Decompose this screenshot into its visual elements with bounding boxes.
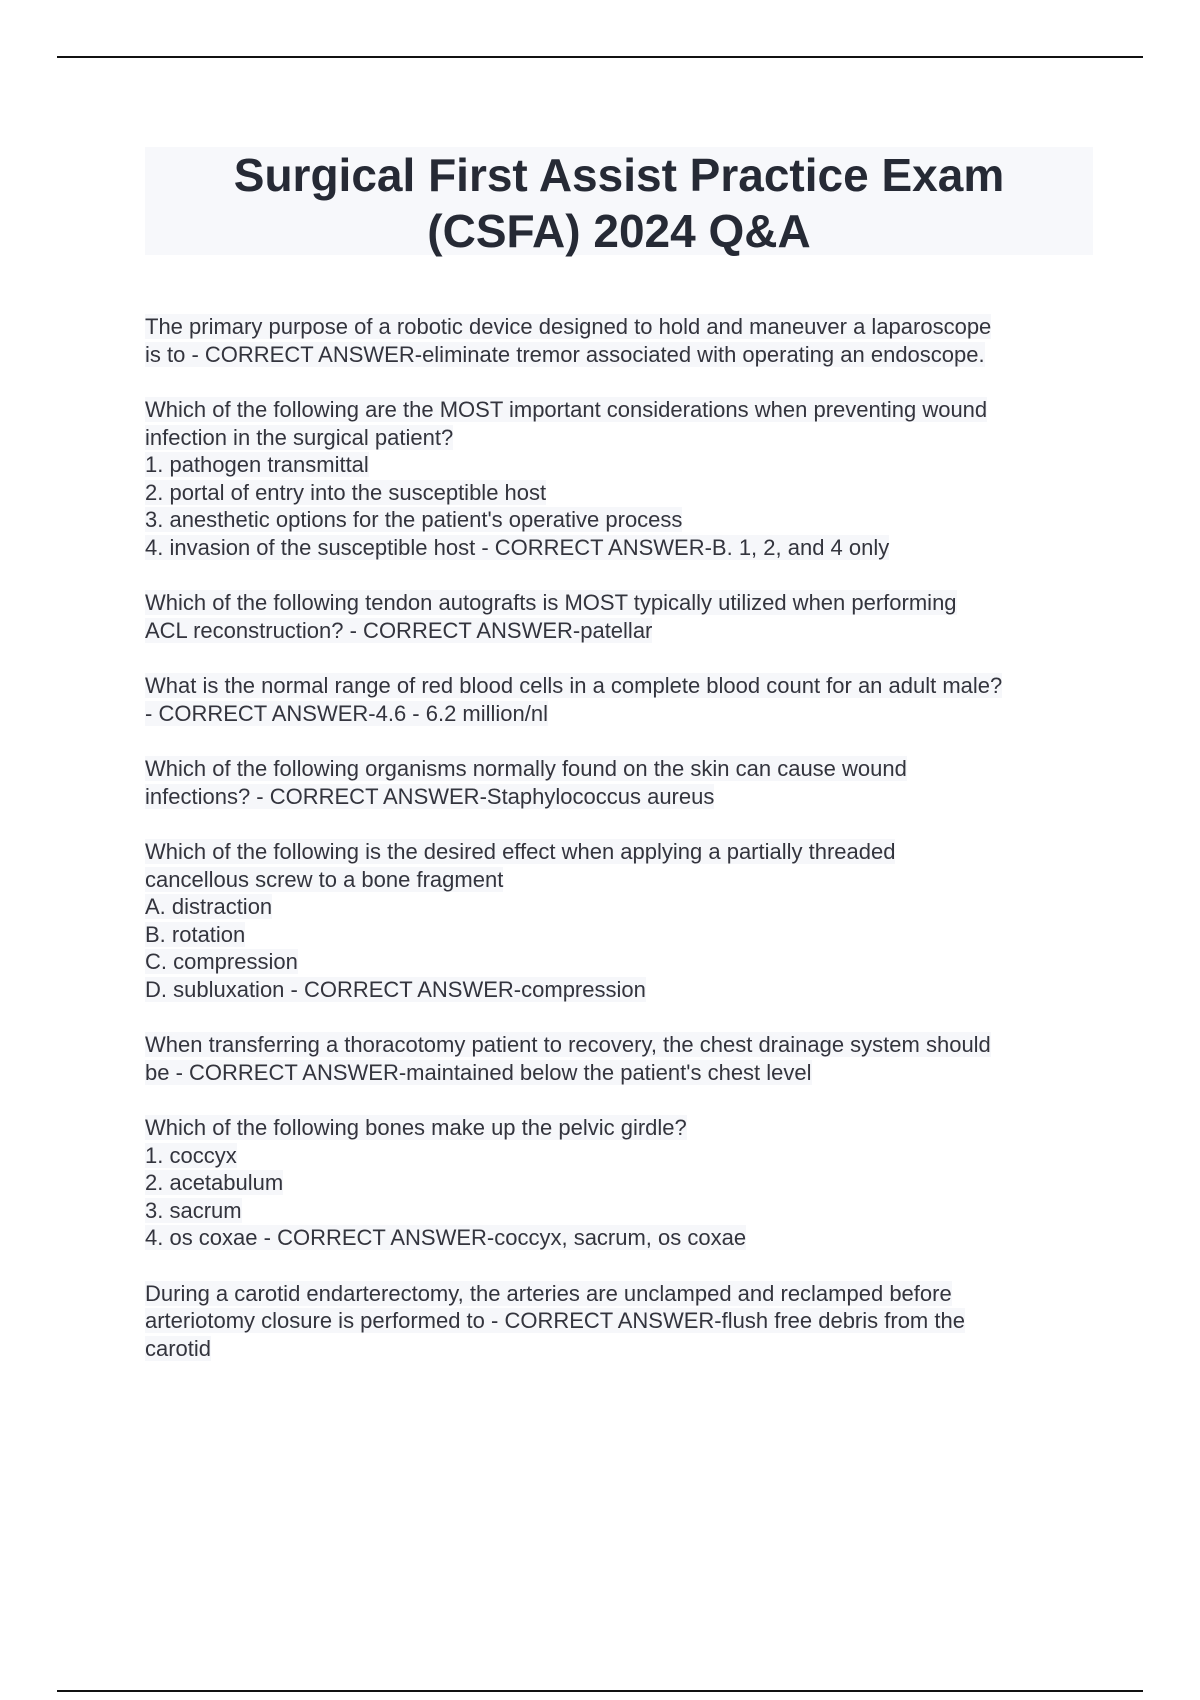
qa-text-line: Which of the following tendon autografts is MOST typically utilized when performing: [145, 590, 957, 615]
qa-item: [145, 396, 1095, 561]
qa-item: [145, 1280, 1095, 1363]
document-title-line-1: Surgical First Assist Practice Exam: [233, 149, 1005, 201]
qa-option-line: B. rotation: [145, 921, 246, 947]
qa-text-line: During a carotid endarterectomy, the arteries are unclamped and reclamped before: [145, 1280, 952, 1306]
bottom-rule: [57, 1690, 1143, 1692]
qa-item: [145, 1114, 1095, 1252]
qa-text-line: is to - CORRECT ANSWER-eliminate tremor associated with operating an endoscope.: [145, 341, 985, 367]
qa-item: [145, 755, 1095, 810]
qa-text-line: Which of the following is the desired effect when applying a partially threaded: [145, 839, 896, 864]
qa-item: [145, 589, 1095, 644]
qa-text-line: Which of the following bones make up the pelvic girdle?: [145, 1115, 687, 1140]
qa-option-line: 4. invasion of the susceptible host - CORRECT ANSWER-B. 1, 2, and 4 only: [145, 534, 890, 560]
qa-option-line: D. subluxation - CORRECT ANSWER-compression: [145, 976, 646, 1002]
qa-option-line: A. distraction: [145, 894, 273, 919]
qa-text-line: ACL reconstruction? - CORRECT ANSWER-patellar: [145, 617, 653, 643]
qa-option-line: 2. portal of entry into the susceptible host: [145, 479, 547, 505]
title-box: [145, 147, 1093, 255]
qa-option-line: 1. pathogen transmittal: [145, 452, 369, 477]
document-title-line-2: (CSFA) 2024 Q&A: [427, 205, 811, 257]
qa-text-line: be - CORRECT ANSWER-maintained below the patient's chest level: [145, 1059, 812, 1085]
qa-option-line: 3. anesthetic options for the patient's operative process: [145, 507, 683, 532]
qa-item: [145, 672, 1095, 727]
qa-option-line: C. compression: [145, 949, 298, 974]
qa-item: [145, 838, 1095, 1003]
qa-text-line: - CORRECT ANSWER-4.6 - 6.2 million/nl: [145, 700, 549, 726]
qa-option-line: 4. os coxae - CORRECT ANSWER-coccyx, sacrum, os coxae: [145, 1225, 747, 1250]
qa-option-line: 2. acetabulum: [145, 1170, 284, 1195]
qa-item: [145, 313, 1095, 368]
qa-list: [145, 313, 1095, 1390]
qa-text-line: Which of the following are the MOST important considerations when preventing wound: [145, 397, 988, 422]
qa-text-line: Which of the following organisms normally found on the skin can cause wound: [145, 756, 907, 781]
qa-text-line: When transferring a thoracotomy patient to recovery, the chest drainage system should: [145, 1032, 991, 1057]
qa-text-line: The primary purpose of a robotic device designed to hold and maneuver a laparoscope: [145, 314, 992, 339]
qa-text-line: arteriotomy closure is performed to - CORRECT ANSWER-flush free debris from the: [145, 1308, 965, 1333]
qa-text-line: infections? - CORRECT ANSWER-Staphylococcus aureus: [145, 783, 715, 809]
qa-text-line: carotid: [145, 1335, 212, 1361]
qa-option-line: 3. sacrum: [145, 1197, 242, 1223]
qa-text-line: cancellous screw to a bone fragment: [145, 866, 504, 892]
top-rule: [57, 56, 1143, 58]
qa-text-line: infection in the surgical patient?: [145, 424, 454, 450]
qa-item: [145, 1031, 1095, 1086]
qa-option-line: 1. coccyx: [145, 1142, 237, 1168]
qa-text-line: What is the normal range of red blood cells in a complete blood count for an adult male?: [145, 673, 1003, 698]
